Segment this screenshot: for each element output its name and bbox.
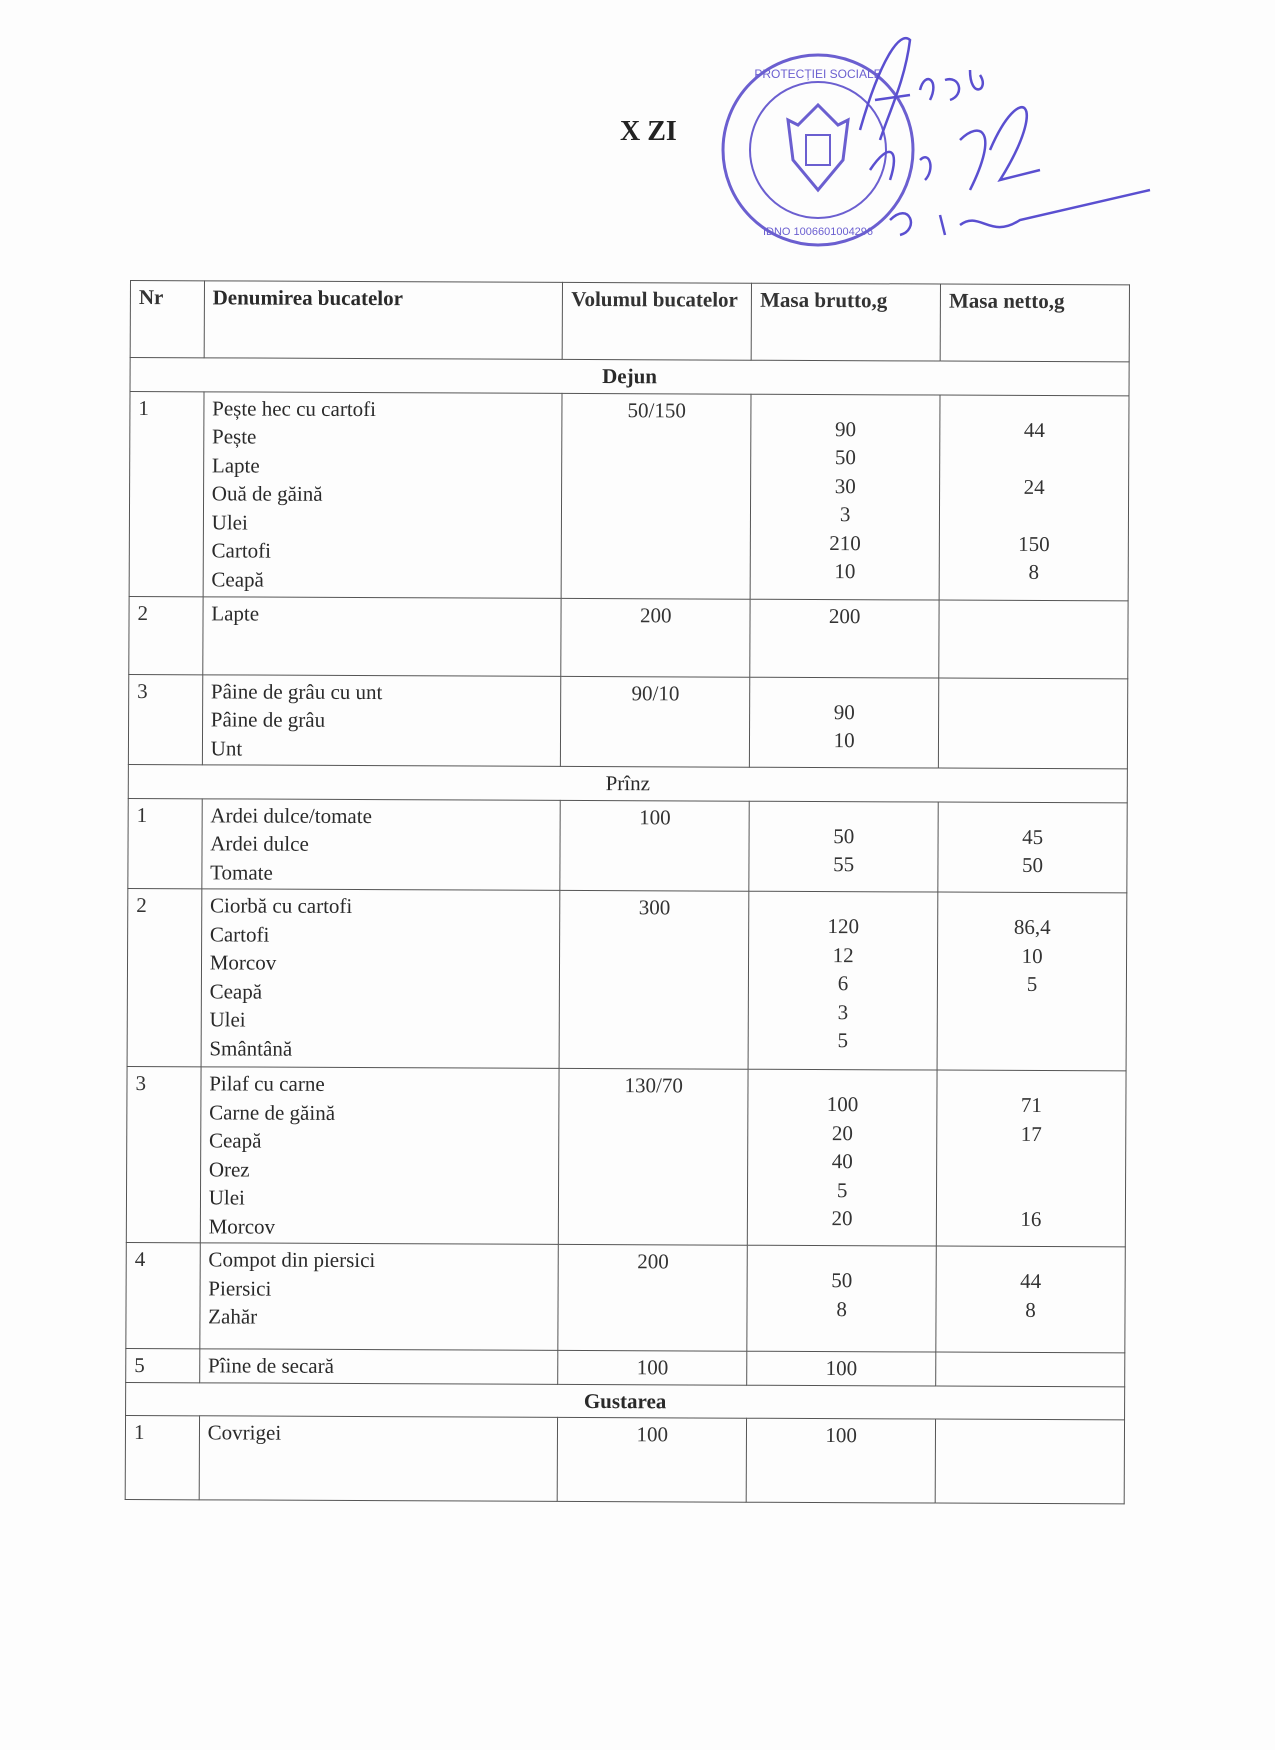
table-row — [129, 596, 1128, 678]
brutto-cell — [750, 677, 939, 768]
netto-value — [948, 501, 1120, 530]
netto-value: 5 — [1026, 971, 1038, 996]
dish-name-cell — [203, 596, 562, 676]
dish-number: 1 — [129, 391, 204, 596]
table-row — [126, 1348, 1125, 1386]
dish-number: 3 — [128, 674, 202, 765]
dish-name-cell — [199, 1349, 558, 1384]
netto-value: 24 — [1023, 474, 1045, 499]
netto-value: 86,4 — [1013, 914, 1051, 940]
brutto-value: 100 — [825, 1356, 858, 1381]
dish-volume: 300 — [559, 890, 749, 1069]
section-row — [128, 764, 1127, 802]
netto-value: 150 — [1018, 531, 1050, 556]
netto-value: 44 — [1023, 417, 1045, 442]
brutto-value: 100 — [825, 1423, 857, 1448]
brutto-value: 100 — [826, 1092, 859, 1117]
header-volume: Volumul bucatelor — [562, 282, 751, 360]
header-name: Denumirea bucatelor — [204, 281, 563, 360]
brutto-value: 20 — [831, 1120, 853, 1145]
ingredient-name: Ardei dulce — [210, 831, 309, 856]
brutto-value: 90 — [833, 699, 855, 724]
dish-number: 3 — [126, 1066, 201, 1242]
brutto-value: 55 — [833, 852, 855, 877]
menu-table — [125, 280, 1130, 1504]
ingredient-name: Ulei — [209, 1007, 246, 1032]
dish-number: 5 — [126, 1348, 200, 1382]
netto-value: 17 — [1020, 1121, 1042, 1146]
brutto-value: 210 — [829, 530, 861, 555]
brutto-value: 90 — [834, 416, 857, 441]
section-title: Prînz — [128, 764, 1127, 802]
netto-value: 50 — [1021, 852, 1044, 877]
ingredient-name: Pîine de secară — [207, 1353, 335, 1378]
dish-volume: 200 — [561, 598, 750, 677]
brutto-cell — [747, 1351, 936, 1385]
netto-cell — [935, 1419, 1124, 1504]
brutto-value: 50 — [833, 823, 855, 848]
ingredient-name: Pește — [212, 424, 257, 449]
brutto-cell — [750, 599, 939, 678]
table-header-row — [130, 281, 1129, 362]
ingredient-name: Ardei dulce/tomate — [210, 802, 372, 828]
ingredient-name: Pâine de grâu cu unt — [210, 678, 383, 704]
ingredient-name: Cartofi — [211, 538, 272, 563]
dish-volume: 200 — [558, 1244, 747, 1351]
netto-value: 10 — [1021, 943, 1043, 968]
netto-value: 71 — [1020, 1092, 1043, 1117]
table-row — [129, 391, 1129, 600]
ingredient-name: Lapte — [211, 600, 260, 626]
dish-number: 1 — [125, 1415, 199, 1499]
ingredient-name: Pilaf cu carne — [209, 1071, 325, 1096]
brutto-cell — [747, 1245, 936, 1352]
ingredient-name: Zahăr — [208, 1304, 258, 1329]
netto-cell — [939, 600, 1128, 679]
table-row — [125, 1415, 1124, 1503]
ingredient-name: Tomate — [210, 859, 273, 885]
ingredient-name: Morcov — [209, 950, 277, 975]
ingredient-name: Compot din piersici — [208, 1247, 376, 1273]
brutto-value: 6 — [837, 971, 849, 996]
page-title: X ZI — [620, 116, 677, 147]
brutto-value: 200 — [828, 603, 861, 628]
dish-number: 4 — [126, 1242, 200, 1348]
dish-volume: 100 — [558, 1350, 747, 1384]
netto-value: 44 — [1020, 1268, 1042, 1293]
ingredient-name: Ciorbă cu cartofi — [209, 893, 353, 918]
dish-volume: 50/150 — [561, 393, 751, 599]
netto-cell — [936, 1352, 1125, 1386]
brutto-value: 120 — [827, 914, 860, 939]
header-netto: Masa netto,g — [940, 284, 1129, 362]
dish-volume: 130/70 — [559, 1068, 749, 1245]
netto-value: 16 — [1020, 1206, 1042, 1231]
netto-value — [945, 1176, 1117, 1205]
brutto-cell — [746, 1418, 935, 1503]
netto-value: 45 — [1022, 824, 1044, 849]
dish-name-cell — [202, 674, 561, 766]
brutto-value: 3 — [839, 502, 851, 527]
netto-cell — [939, 395, 1129, 601]
dish-name-cell — [199, 1416, 558, 1502]
dish-volume: 100 — [560, 800, 749, 891]
dish-number: 2 — [127, 888, 202, 1066]
brutto-cell — [750, 394, 940, 600]
ingredient-name: Smântână — [209, 1035, 293, 1061]
ingredient-name: Ceapă — [211, 566, 264, 592]
svg-text:IDNO 1006601004296: IDNO 1006601004296 — [762, 226, 874, 238]
ingredient-name: Ceapă — [209, 978, 263, 1004]
table-row — [126, 1242, 1125, 1352]
ingredient-name: Ouă de găină — [211, 481, 323, 506]
brutto-cell — [749, 801, 938, 892]
ingredient-name: Ceapă — [208, 1128, 262, 1153]
dish-number: 1 — [128, 798, 202, 889]
ingredient-name: Cartofi — [209, 921, 270, 947]
brutto-value: 10 — [834, 559, 856, 584]
ingredient-name: Pește hec cu cartofi — [212, 395, 377, 421]
netto-value: 8 — [1025, 1297, 1036, 1322]
dish-name-cell — [200, 1243, 559, 1351]
section-title: Gustarea — [126, 1382, 1125, 1420]
dish-name-cell — [203, 391, 562, 598]
ingredient-name: Ulei — [208, 1185, 245, 1210]
section-row — [130, 358, 1129, 396]
dish-number: 2 — [129, 596, 203, 674]
header-nr: Nr — [130, 281, 204, 358]
brutto-value: 10 — [833, 728, 855, 753]
brutto-cell — [748, 891, 938, 1070]
dish-volume: 90/10 — [561, 676, 750, 767]
ingredient-name: Unt — [210, 735, 243, 760]
brutto-value: 5 — [837, 1028, 849, 1053]
netto-value — [945, 1148, 1117, 1177]
brutto-value: 50 — [831, 1268, 853, 1293]
brutto-value: 30 — [834, 473, 856, 498]
ingredient-name: Orez — [208, 1156, 250, 1182]
netto-value — [948, 444, 1120, 473]
dish-name-cell — [201, 889, 560, 1069]
dish-name-cell — [200, 1067, 559, 1245]
table-row — [128, 674, 1127, 769]
brutto-value: 5 — [836, 1177, 848, 1202]
brutto-value: 40 — [831, 1149, 853, 1174]
brutto-value: 50 — [834, 445, 856, 470]
netto-cell — [936, 1246, 1125, 1353]
ingredient-name: Ulei — [211, 509, 248, 535]
ingredient-name: Carne de găină — [209, 1099, 336, 1125]
netto-value: 8 — [1028, 559, 1040, 584]
netto-cell — [937, 892, 1127, 1071]
dish-volume: 100 — [557, 1417, 746, 1502]
section-title: Dejun — [130, 358, 1129, 396]
dish-name-cell — [202, 798, 561, 890]
netto-cell — [936, 1070, 1126, 1247]
ingredient-name: Morcov — [208, 1213, 276, 1239]
netto-cell — [938, 802, 1127, 893]
table-row — [128, 798, 1127, 893]
brutto-value: 3 — [837, 999, 849, 1024]
brutto-value: 8 — [836, 1296, 847, 1321]
header-brutto: Masa brutto,g — [751, 283, 940, 361]
ingredient-name: Covrigei — [207, 1420, 282, 1445]
section-row — [126, 1382, 1125, 1420]
netto-cell — [938, 678, 1127, 769]
ingredient-name: Piersici — [208, 1275, 272, 1301]
brutto-cell — [747, 1069, 937, 1246]
ingredient-name: Pâine de grâu — [210, 707, 326, 732]
signature-icon — [850, 20, 1180, 260]
brutto-value: 12 — [832, 942, 854, 967]
table-row — [126, 1066, 1126, 1246]
svg-text:PROTECȚIEI SOCIALE: PROTECȚIEI SOCIALE — [754, 67, 882, 81]
brutto-value: 20 — [831, 1206, 853, 1231]
ingredient-name: Lapte — [211, 452, 260, 478]
table-row — [127, 888, 1127, 1070]
